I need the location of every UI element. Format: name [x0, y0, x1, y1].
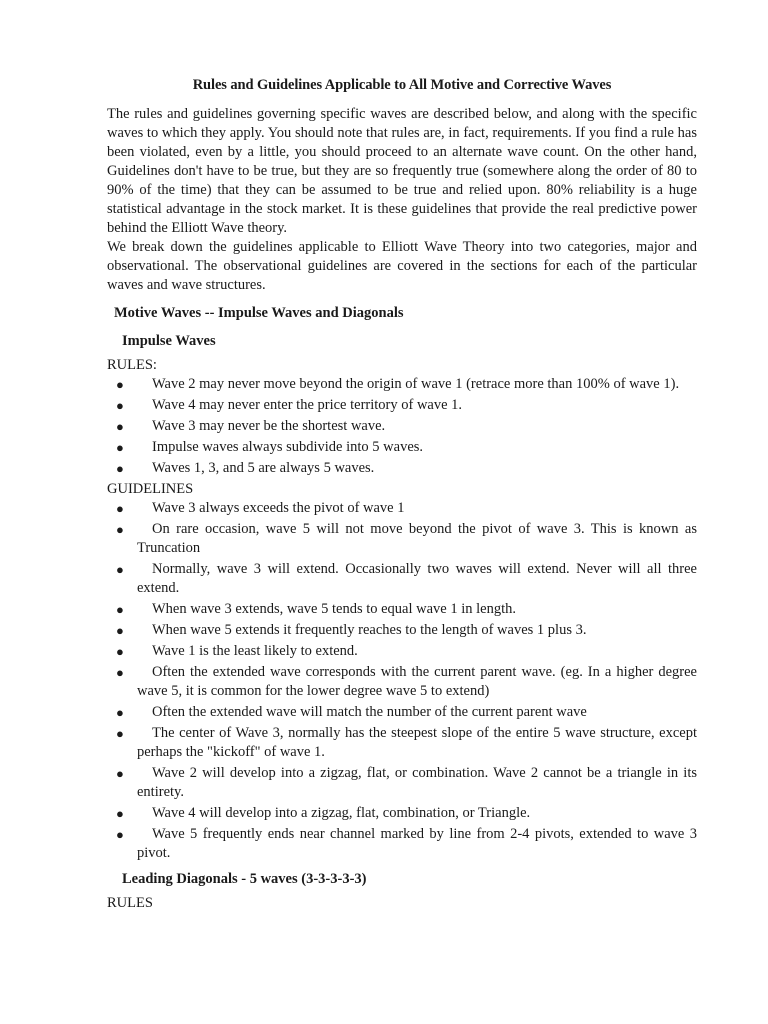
- list-item: ● When wave 5 extends it frequently reaches to the length of waves 1 plus 3.: [116, 622, 587, 638]
- list-item: ● Wave 1 is the least likely to extend.: [116, 643, 358, 659]
- list-item: ● Wave 4 will develop into a zigzag, flat, combination, or Triangle.: [116, 805, 531, 821]
- page-title: Rules and Guidelines Applicable to All Motive and Corrective Waves: [192, 77, 612, 93]
- guidelines-label: GUIDELINES: [107, 481, 194, 497]
- bullet-icon: ●: [116, 602, 124, 617]
- bullet-icon: ●: [116, 705, 124, 720]
- bullet-icon: ●: [116, 419, 124, 434]
- intro-paragraph: We break down the guidelines applicable to Elliott Wave Theory into two categories, major and observational. The observational guidelines are covered in the sections for each of the particular waves and wave structures.: [107, 239, 697, 293]
- list-item: ● On rare occasion, wave 5 will not move beyond the pivot of wave 3. This is known as Truncation: [116, 521, 697, 556]
- list-item: ● Waves 1, 3, and 5 are always 5 waves.: [116, 460, 375, 476]
- list-item: ● Wave 5 frequently ends near channel marked by line from 2-4 pivots, extended to wave 3 pivot.: [116, 826, 697, 861]
- motive-waves-heading: Motive Waves -- Impulse Waves and Diagonals: [114, 305, 404, 321]
- rules-label: RULES:: [107, 357, 157, 373]
- list-item: ● The center of Wave 3, normally has the steepest slope of the entire 5 wave structure, except perhaps the "kickoff" of wave 1.: [116, 725, 697, 760]
- bullet-icon: ●: [116, 766, 124, 781]
- list-item: ● Often the extended wave corresponds with the current parent wave. (eg. In a higher degree wave 5, it is common for the lower degree wave 5 to extend): [116, 664, 697, 699]
- bullet-icon: ●: [116, 644, 124, 659]
- guidelines-list: [107, 499, 697, 863]
- impulse-waves-heading: Impulse Waves: [122, 333, 216, 349]
- list-item: ● Wave 3 always exceeds the pivot of wave 1: [116, 500, 405, 516]
- bullet-icon: ●: [116, 806, 124, 821]
- bullet-icon: ●: [116, 827, 124, 842]
- bullet-icon: ●: [116, 522, 124, 537]
- bullet-icon: ●: [116, 440, 124, 455]
- bullet-icon: ●: [116, 398, 124, 413]
- document-page: [107, 76, 697, 913]
- bullet-icon: ●: [116, 726, 124, 741]
- intro-paragraph: The rules and guidelines governing specific waves are described below, and along with the specific waves to which they apply. You should note that rules are, in fact, requirements. If you find a rule has been violated, even by a little, you should proceed to an alternate wave count. On the other hand, Guidelines don't have to be true, but they are so frequently true (somewhere along the order of 80 to 90% of the time) that they can be assumed to be true and relied upon. 80% reliability is a huge statistical advantage in the stock market. It is these guidelines that provide the real predictive power behind the Elliott Wave theory.: [107, 106, 697, 236]
- list-item: ● Wave 2 will develop into a zigzag, flat, or combination. Wave 2 cannot be a triangle in its entirety.: [116, 765, 697, 800]
- bullet-icon: ●: [116, 501, 124, 516]
- list-item: ● When wave 3 extends, wave 5 tends to equal wave 1 in length.: [116, 601, 517, 617]
- leading-rules-label: RULES: [107, 895, 153, 911]
- bullet-icon: ●: [116, 665, 124, 680]
- list-item: ● Wave 4 may never enter the price territory of wave 1.: [116, 397, 463, 413]
- list-item: ● Impulse waves always subdivide into 5 waves.: [116, 439, 424, 455]
- list-item: ● Wave 3 may never be the shortest wave.: [116, 418, 386, 434]
- bullet-icon: ●: [116, 562, 124, 577]
- bullet-icon: ●: [116, 623, 124, 638]
- bullet-icon: ●: [116, 377, 124, 392]
- bullet-icon: ●: [116, 461, 124, 476]
- rules-list: [107, 375, 697, 478]
- leading-diagonals-heading: Leading Diagonals - 5 waves (3-3-3-3-3): [122, 871, 367, 887]
- list-item: ● Wave 2 may never move beyond the origin of wave 1 (retrace more than 100% of wave 1).: [116, 376, 680, 392]
- list-item: ● Normally, wave 3 will extend. Occasionally two waves will extend. Never will all three extend.: [116, 561, 697, 596]
- list-item: ● Often the extended wave will match the number of the current parent wave: [116, 704, 587, 720]
